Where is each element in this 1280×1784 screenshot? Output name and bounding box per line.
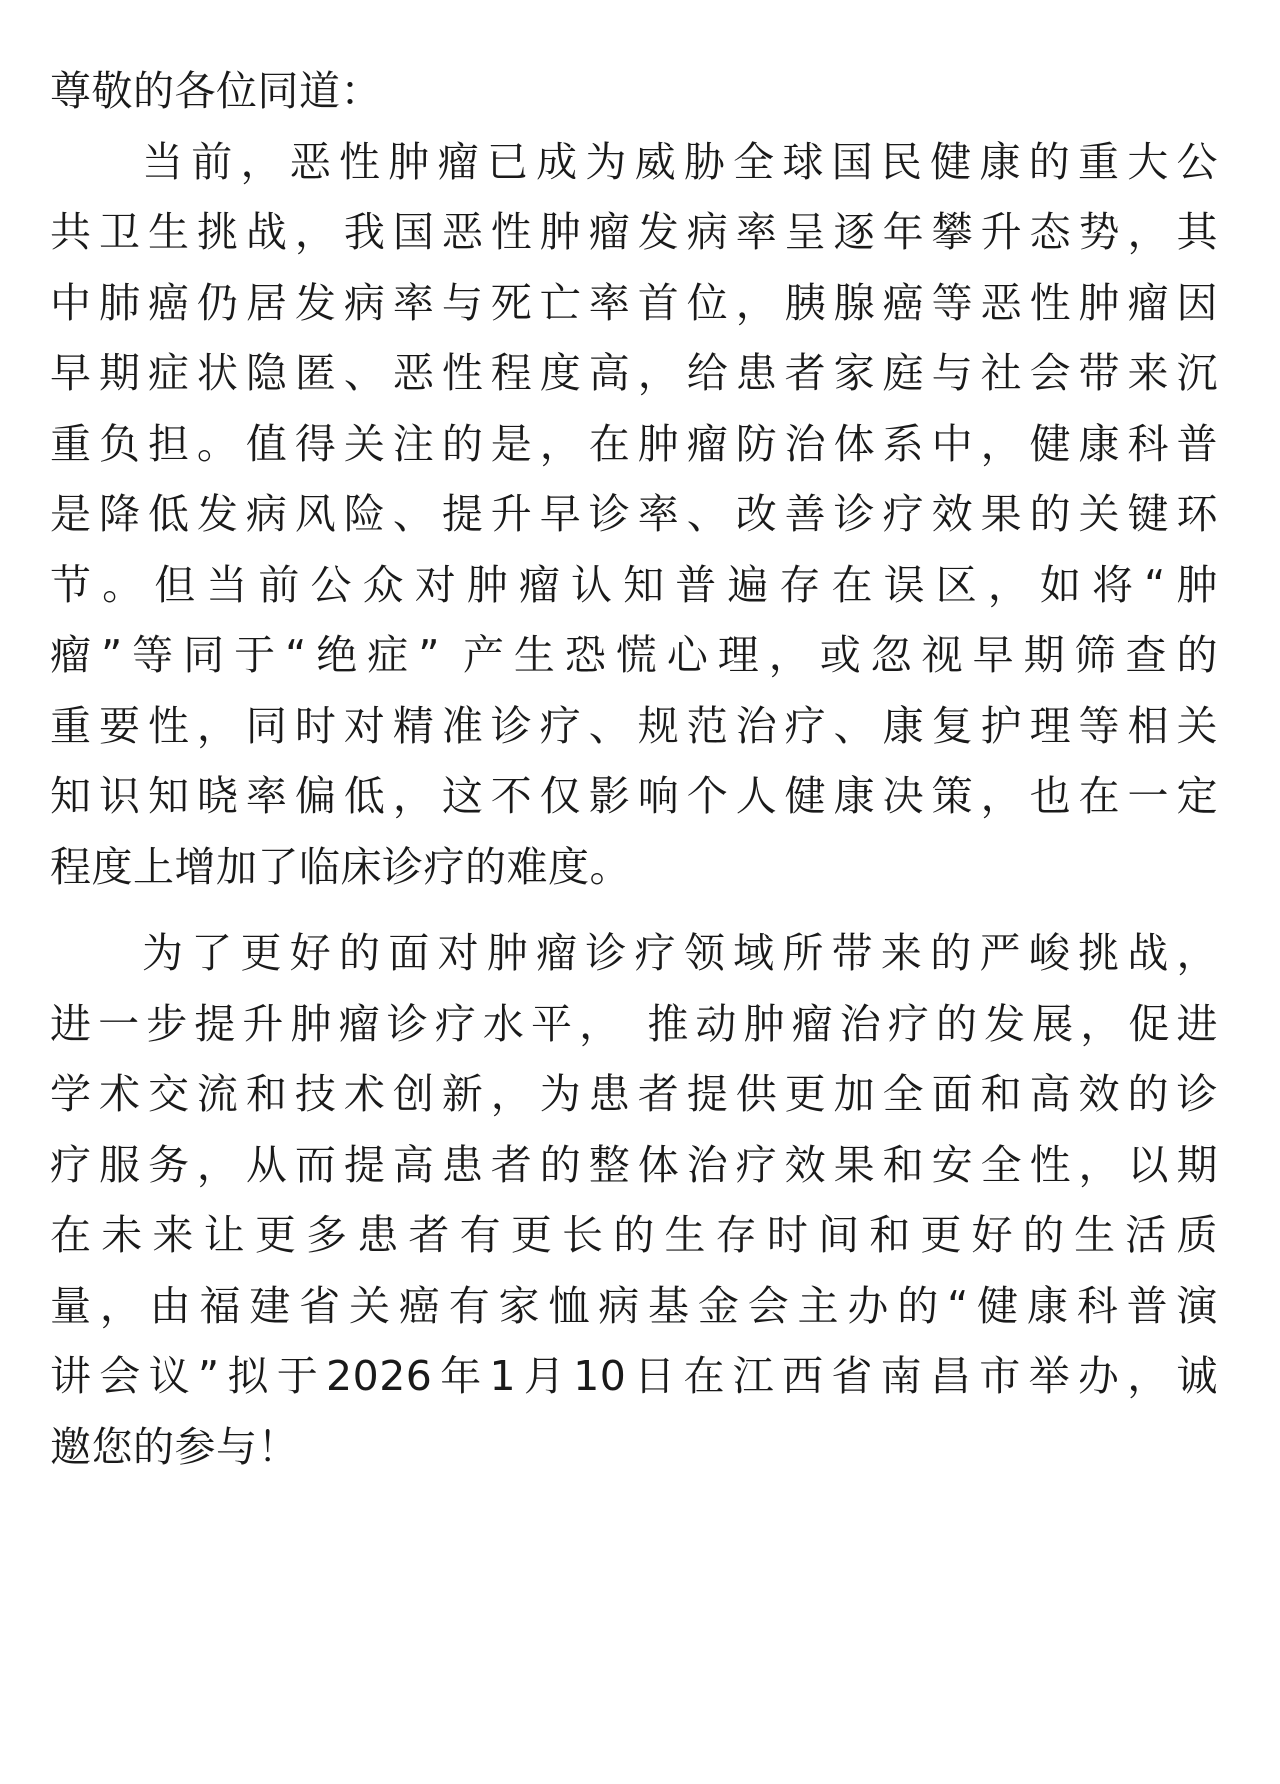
paragraph-line: 重负担。值得关注的是，在肿瘤防治体系中，健康科普 [50,419,1218,468]
paragraph-line: 进一步提升肿瘤诊疗水平， 推动肿瘤治疗的发展，促进 [50,999,1218,1048]
paragraph-line: 学术交流和技术创新，为患者提供更加全面和高效的诊 [50,1070,1218,1118]
paragraph-line: 知识知晓率偏低，这不仅影响个人健康决策，也在一定 [50,772,1218,820]
paragraph-line: 量，由福建省关癌有家恤病基金会主办的“健康科普演 [50,1281,1218,1330]
paragraph-line: 在未来让更多患者有更长的生存时间和更好的生活质 [50,1211,1218,1259]
paragraph-line: 讲会议”拟于2026年1月10日在江西省南昌市举办，诚 [50,1352,1218,1400]
paragraph-line: 早期症状隐匿、恶性程度高，给患者家庭与社会带来沉 [50,349,1218,397]
paragraph-line: 重要性，同时对精准诊疗、规范治疗、康复护理等相关 [50,701,1218,750]
paragraph-spacer [50,902,1218,918]
paragraph-line: 疗服务，从而提高患者的整体治疗效果和安全性，以期 [50,1140,1218,1189]
paragraph-line: 瘤”等同于“绝症” 产生恐慌心理，或忽视早期筛查的 [50,631,1218,679]
paragraph-line: 为了更好的面对肿瘤诊疗领域所带来的严峻挑战， [142,929,1218,977]
paragraph-2 [50,918,1218,1482]
paragraph-line: 中肺癌仍居发病率与死亡率首位，胰腺癌等恶性肿瘤因 [50,278,1218,327]
paragraph-line: 当前，恶性肿瘤已成为威胁全球国民健康的重大公 [142,137,1218,186]
paragraph-line: 节。但当前公众对肿瘤认知普遍存在误区，如将“肿 [50,560,1218,609]
paragraph-line: 共卫生挑战，我国恶性肿瘤发病率呈逐年攀升态势，其 [50,208,1218,256]
greeting: 尊敬的各位同道： [50,67,382,115]
paragraph-line: 程度上增加了临床诊疗的难度。 [50,842,631,891]
paragraph-line: 是降低发病风险、提升早诊率、改善诊疗效果的关键环 [50,490,1218,538]
paragraph-line: 邀您的参与！ [50,1422,299,1471]
paragraph-1 [50,127,1218,903]
